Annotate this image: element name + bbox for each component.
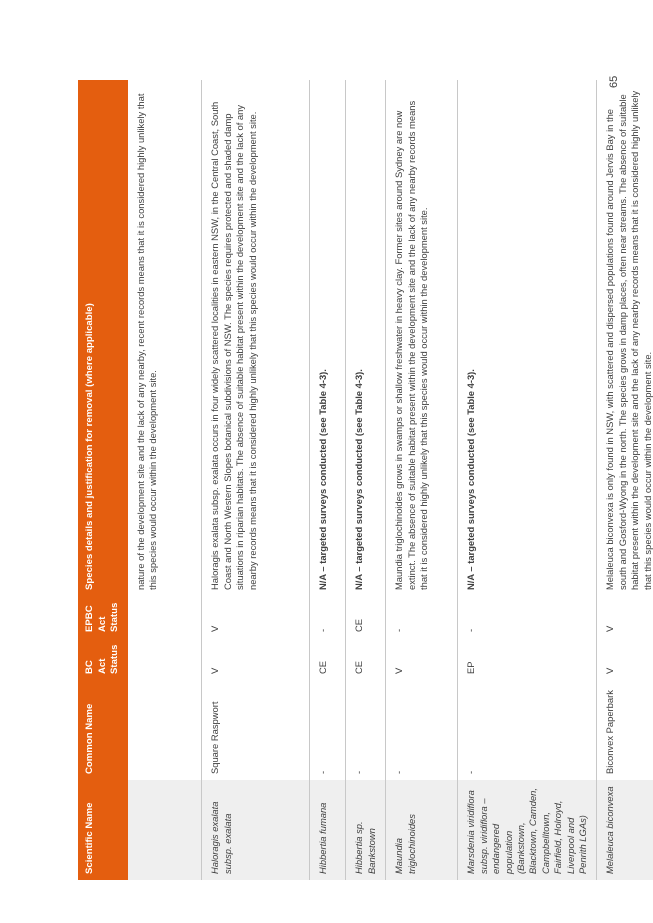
- cell-bc: [128, 638, 202, 680]
- page-number: 65: [608, 75, 620, 88]
- cell-bc: CE: [346, 638, 386, 680]
- header-epbc-status: EPBC Act Status: [78, 596, 128, 638]
- cell-scientific: Hibbertia fumana: [310, 780, 346, 880]
- cell-common: Square Raspwort: [202, 680, 310, 780]
- table-row: [346, 80, 386, 880]
- cell-scientific: Hibbertia sp. Bankstown: [346, 780, 386, 880]
- cell-bc: V: [597, 638, 653, 680]
- table-row: [310, 80, 346, 880]
- header-common-name: Common Name: [78, 680, 128, 780]
- cell-scientific: Marsdenia viridiflora subsp. viridiflora – endangered population (Bankstown, Blacktown, Camden, Campbelltown, Fairfield, Holroyd, Liverpool and Penrith LGAs): [458, 780, 597, 880]
- cell-epbc: -: [458, 596, 597, 638]
- cell-details: nature of the development site and the lack of any nearby, recent records means that it is considered highly unlikely that this species would occur within the development site.: [128, 80, 202, 596]
- header-bc-status: BC Act Status: [78, 638, 128, 680]
- table-header-row: [78, 80, 128, 880]
- table-row: [386, 80, 458, 880]
- cell-epbc: CE: [346, 596, 386, 638]
- table-row: [202, 80, 310, 880]
- cell-epbc: V: [597, 596, 653, 638]
- cell-common: -: [386, 680, 458, 780]
- cell-scientific: Haloragis exalata subsp. exalata: [202, 780, 310, 880]
- cell-epbc: -: [386, 596, 458, 638]
- cell-details: N/A – targeted surveys conducted (see Table 4-3).: [310, 80, 346, 596]
- cell-bc: CE: [310, 638, 346, 680]
- cell-scientific: Maundia triglochinoides: [386, 780, 458, 880]
- cell-bc: V: [202, 638, 310, 680]
- cell-bc: V: [386, 638, 458, 680]
- cell-epbc: [128, 596, 202, 638]
- table-row: [458, 80, 597, 880]
- cell-bc: EP: [458, 638, 597, 680]
- cell-details: Haloragis exalata subsp. exalata occurs in four widely scattered localities in eastern NSW, in the Central Coast, South Coast and North Western Slopes botanical subdivisions of NSW. The species requires protected and shaded damp situations in riparian habitats. The absence of suitable habitat present within the development site and the lack of any nearby records means that it is considered highly unlikely that this species would occur within the development site.: [202, 80, 310, 596]
- cell-common: -: [346, 680, 386, 780]
- table-row: [128, 80, 202, 880]
- cell-details: Melaleuca biconvexa is only found in NSW, with scattered and dispersed populations found around Jervis Bay in the south and Gosford-Wyong in the north. The species grows in damp places, often near streams. The absence of suitable habitat present within the development site and the lack of any nearby records means that it is considered highly unlikely that this species would occur within the development site.: [597, 80, 653, 596]
- cell-details: Maundia triglochinoides grows in swamps or shallow freshwater in heavy clay. Former sites around Sydney are now extinct. The absence of suitable habitat present within the development site and the lack of any nearby records means that it is considered highly unlikely that this species would occur within the development site.: [386, 80, 458, 596]
- header-scientific-name: Scientific Name: [78, 780, 128, 880]
- species-table: [78, 80, 653, 880]
- cell-common: Biconvex Paperbark: [597, 680, 653, 780]
- cell-scientific: Melaleuca biconvexa: [597, 780, 653, 880]
- cell-scientific: [128, 780, 202, 880]
- cell-epbc: -: [310, 596, 346, 638]
- header-details: Species details and justification for removal (where applicable): [78, 80, 128, 596]
- cell-common: [128, 680, 202, 780]
- cell-details: N/A – targeted surveys conducted (see Table 4-3).: [346, 80, 386, 596]
- cell-epbc: V: [202, 596, 310, 638]
- cell-common: -: [458, 680, 597, 780]
- cell-common: -: [310, 680, 346, 780]
- cell-details: N/A – targeted surveys conducted (see Table 4-3).: [458, 80, 597, 596]
- table-row: [597, 80, 653, 880]
